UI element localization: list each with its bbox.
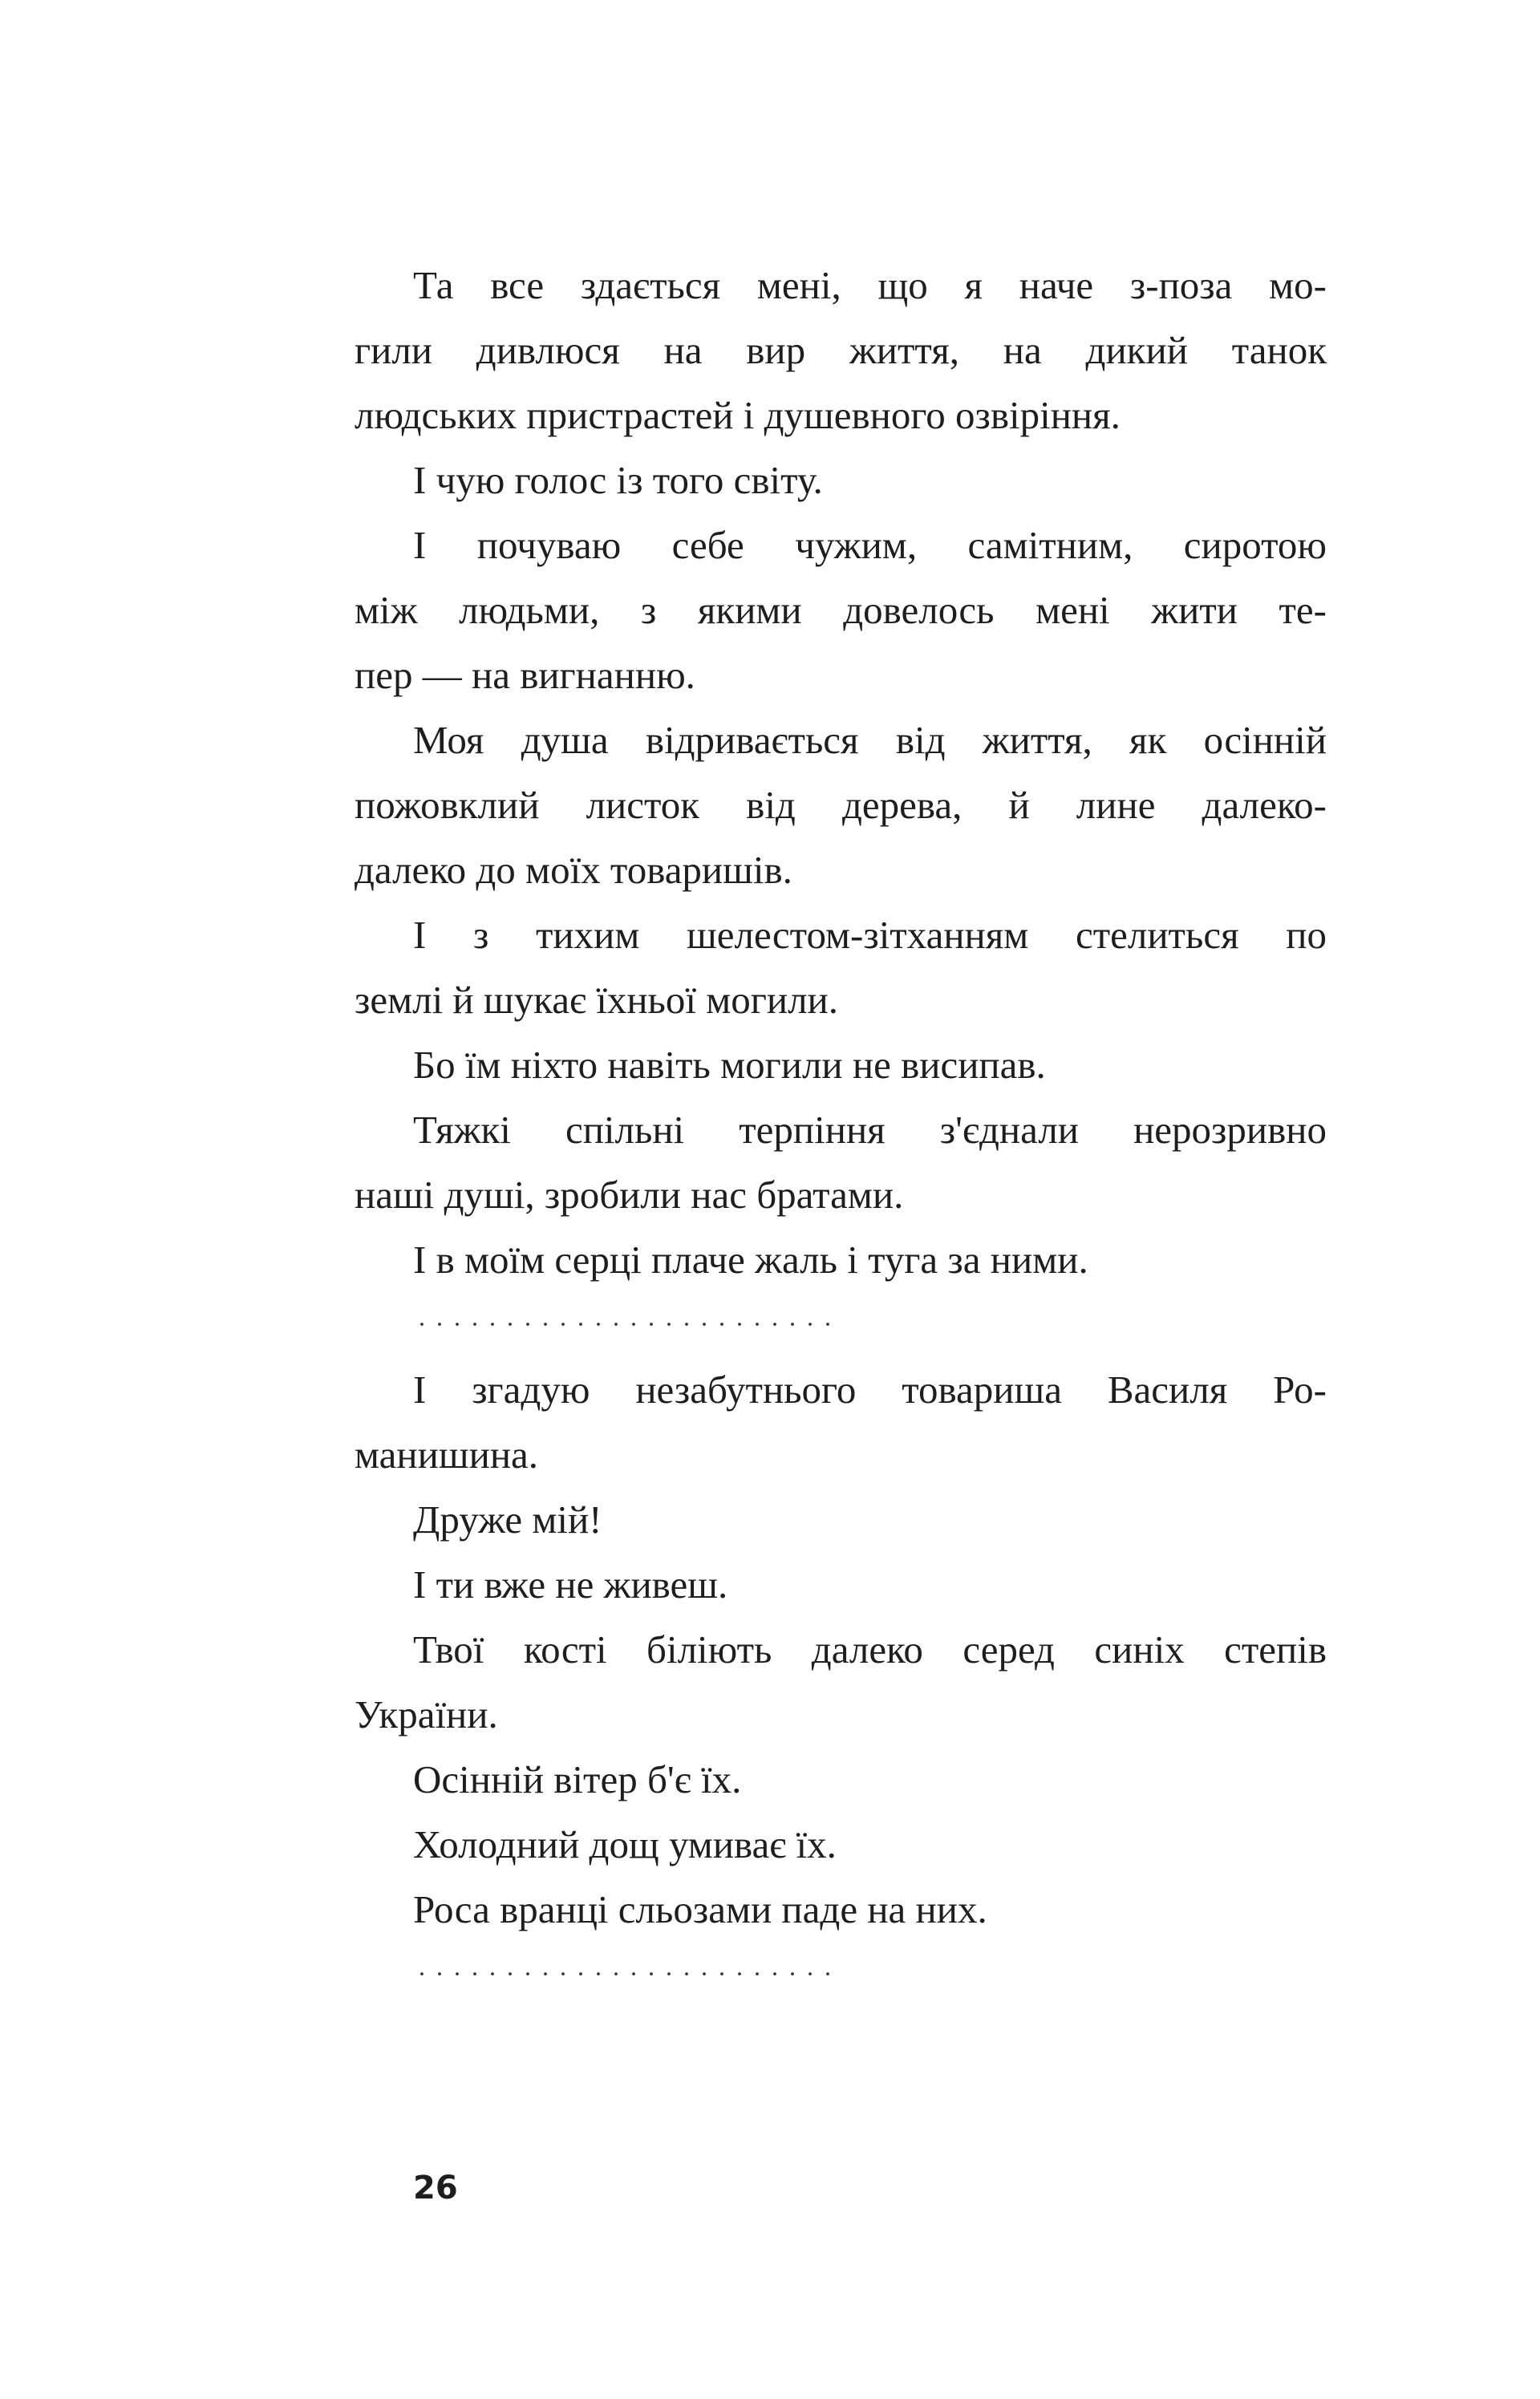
text-line: Роса вранці сльозами паде на них. <box>413 1887 987 1931</box>
text-line: України. <box>355 1692 498 1736</box>
paragraph <box>355 448 1327 513</box>
paragraph <box>355 513 1327 707</box>
paragraph <box>355 707 1327 902</box>
text-line: наші душі, зробили нас братами. <box>355 1173 904 1217</box>
paragraph <box>355 1357 1327 1487</box>
text-line: людських пристрастей і душевного озвіріння. <box>355 393 1121 437</box>
text-line: манишина. <box>355 1433 539 1477</box>
text-line: далеко до моїх товаришів. <box>355 848 792 892</box>
paragraph <box>355 902 1327 1032</box>
text-line: І почуваю себе чужим, самітним, сиротою <box>413 523 1327 567</box>
paragraph <box>355 1487 1327 1552</box>
page-body-text <box>355 253 1327 2007</box>
paragraph <box>355 253 1327 448</box>
text-line: пожовклий листок від дерева, й лине далеко- <box>355 783 1327 827</box>
text-line: І згадую незабутнього товариша Василя Ро- <box>413 1368 1327 1412</box>
paragraph <box>355 1097 1327 1227</box>
text-line: Холодний дощ умиває їх. <box>413 1822 837 1866</box>
text-line: гили дивлюся на вир життя, на дикий танок <box>355 328 1327 372</box>
dotted-line <box>413 1323 834 1326</box>
text-line: І чую голос із того світу. <box>413 458 823 502</box>
text-line: Та все здається мені, що я наче з-поза мо- <box>413 263 1327 307</box>
paragraph <box>355 1877 1327 1942</box>
paragraph <box>355 1552 1327 1617</box>
text-line: Друже мій! <box>413 1497 602 1542</box>
dotted-line <box>413 1972 834 1976</box>
text-line: Бо їм ніхто навіть могили не висипав. <box>413 1043 1046 1087</box>
page-number: 26 <box>413 2170 458 2207</box>
section-break-dots <box>355 1942 1327 2007</box>
text-line: Осінній вітер б'є їх. <box>413 1757 742 1801</box>
paragraph <box>355 1227 1327 1292</box>
text-line: І з тихим шелестом-зітханням стелиться по <box>413 913 1327 957</box>
text-line: Моя душа відривається від життя, як осінній <box>413 718 1327 762</box>
text-line: пер — на вигнанню. <box>355 653 695 697</box>
paragraph <box>355 1032 1327 1097</box>
paragraph <box>355 1747 1327 1812</box>
text-line: І ти вже не живеш. <box>413 1562 728 1607</box>
text-line: І в моїм серці плаче жаль і туга за ними. <box>413 1238 1088 1282</box>
text-line: між людьми, з якими довелось мені жити те- <box>355 588 1327 632</box>
section-break-dots <box>355 1292 1327 1357</box>
paragraph <box>355 1617 1327 1747</box>
paragraph <box>355 1812 1327 1877</box>
text-line: землі й шукає їхньої могили. <box>355 978 839 1022</box>
text-line: Тяжкі спільні терпіння з'єднали нерозривно <box>413 1108 1327 1152</box>
text-line: Твої кості біліють далеко серед синіх степів <box>413 1627 1327 1672</box>
